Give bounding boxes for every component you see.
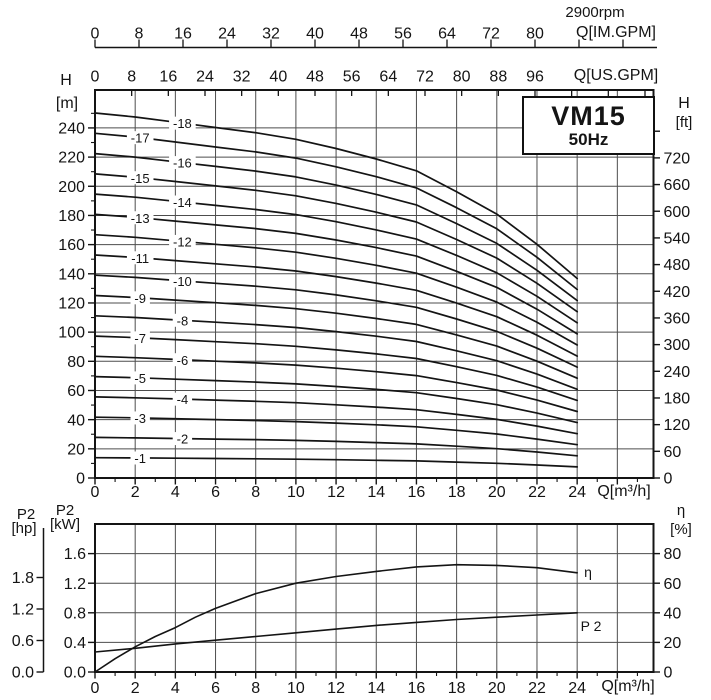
svg-text:4: 4 — [170, 484, 180, 502]
svg-text:16: 16 — [159, 68, 178, 86]
svg-text:40: 40 — [663, 605, 682, 623]
svg-text:14: 14 — [367, 680, 386, 698]
svg-text:0: 0 — [663, 664, 673, 682]
efficiency-curve-label: η — [584, 564, 592, 580]
head-axis-unit-ft: [ft] — [675, 114, 693, 131]
svg-text:200: 200 — [58, 178, 85, 196]
power-kw-axis-title: P2 — [55, 502, 75, 519]
svg-text:6: 6 — [211, 680, 220, 698]
power-hp-axis-title: P2 — [16, 506, 36, 523]
svg-text:0: 0 — [90, 484, 100, 502]
svg-text:24: 24 — [568, 680, 587, 698]
svg-text:80: 80 — [452, 68, 471, 86]
svg-text:56: 56 — [342, 68, 361, 86]
svg-text:8: 8 — [134, 25, 144, 43]
svg-text:120: 120 — [663, 417, 691, 435]
svg-text:8: 8 — [127, 68, 137, 86]
us-gpm-axis-label: Q[US.GPM] — [573, 67, 659, 84]
power-curve-label: P 2 — [580, 618, 602, 634]
svg-text:420: 420 — [663, 283, 691, 301]
svg-text:12: 12 — [327, 484, 345, 502]
svg-text:-16: -16 — [172, 155, 192, 171]
svg-text:1.6: 1.6 — [63, 546, 86, 564]
svg-text:-4: -4 — [176, 392, 189, 408]
svg-text:-14: -14 — [172, 195, 192, 211]
svg-text:12: 12 — [327, 680, 345, 698]
svg-text:80: 80 — [663, 546, 682, 564]
svg-text:0: 0 — [90, 25, 100, 43]
svg-text:100: 100 — [58, 324, 85, 342]
svg-text:16: 16 — [174, 25, 192, 43]
svg-text:180: 180 — [58, 208, 85, 226]
power-hp-axis-unit: [hp] — [11, 520, 37, 537]
svg-text:56: 56 — [394, 25, 412, 43]
svg-text:0.6: 0.6 — [11, 633, 34, 651]
svg-text:8: 8 — [251, 680, 261, 698]
svg-text:48: 48 — [350, 25, 368, 43]
svg-text:2: 2 — [130, 484, 140, 502]
svg-text:0.0: 0.0 — [63, 664, 86, 682]
svg-text:18: 18 — [447, 680, 466, 698]
flow-axis-unit-bottom: Q[m³/h] — [601, 678, 655, 695]
head-axis-unit-m: [m] — [55, 95, 79, 112]
svg-text:80: 80 — [526, 25, 544, 43]
svg-text:-13: -13 — [130, 210, 150, 226]
svg-text:14: 14 — [367, 484, 386, 502]
head-axis-title: H — [60, 72, 72, 89]
svg-text:-3: -3 — [134, 410, 146, 426]
svg-text:24: 24 — [218, 25, 236, 43]
svg-text:240: 240 — [663, 363, 691, 381]
svg-text:360: 360 — [663, 310, 691, 328]
svg-text:540: 540 — [663, 230, 691, 248]
svg-text:20: 20 — [487, 484, 506, 502]
svg-text:0.0: 0.0 — [11, 664, 34, 682]
svg-text:160: 160 — [58, 237, 85, 255]
svg-text:64: 64 — [438, 25, 456, 43]
head-axis-title-right: H — [678, 95, 690, 112]
efficiency-axis-title: η — [676, 502, 686, 519]
svg-text:88: 88 — [489, 68, 508, 86]
svg-text:32: 32 — [232, 68, 251, 86]
svg-text:64: 64 — [379, 68, 398, 86]
svg-text:600: 600 — [663, 203, 691, 221]
svg-text:-17: -17 — [130, 130, 150, 146]
svg-text:140: 140 — [58, 266, 85, 284]
svg-text:0: 0 — [663, 470, 673, 488]
svg-text:60: 60 — [663, 443, 682, 461]
svg-text:-12: -12 — [172, 234, 192, 250]
svg-text:0.4: 0.4 — [63, 635, 86, 652]
svg-text:16: 16 — [407, 484, 426, 502]
svg-text:16: 16 — [407, 680, 426, 698]
svg-text:220: 220 — [58, 149, 85, 167]
svg-text:180: 180 — [663, 390, 691, 408]
svg-text:22: 22 — [528, 484, 546, 502]
svg-text:10: 10 — [287, 484, 305, 502]
svg-text:-7: -7 — [134, 330, 146, 346]
svg-text:32: 32 — [262, 25, 280, 43]
svg-text:-10: -10 — [172, 273, 192, 289]
svg-text:8: 8 — [251, 484, 261, 502]
svg-text:72: 72 — [416, 68, 434, 86]
svg-text:10: 10 — [287, 680, 305, 698]
svg-text:-9: -9 — [134, 290, 146, 306]
svg-text:240: 240 — [58, 120, 85, 138]
svg-text:0: 0 — [90, 680, 100, 698]
svg-text:1.2: 1.2 — [11, 601, 34, 619]
svg-text:72: 72 — [482, 25, 500, 43]
flow-axis-unit-top: Q[m³/h] — [597, 483, 651, 500]
rpm-label: 2900rpm — [565, 4, 625, 21]
svg-text:40: 40 — [67, 412, 85, 430]
svg-text:0.8: 0.8 — [63, 605, 86, 623]
svg-text:0: 0 — [90, 68, 100, 86]
power-kw-axis-unit: [kW] — [50, 516, 80, 533]
svg-text:2: 2 — [130, 680, 140, 698]
svg-text:96: 96 — [526, 68, 544, 86]
svg-text:-2: -2 — [176, 431, 189, 447]
model-title-box — [522, 96, 655, 155]
pump-model: VM15 — [551, 101, 626, 131]
svg-text:300: 300 — [663, 337, 691, 355]
svg-text:80: 80 — [67, 353, 85, 371]
svg-text:0: 0 — [76, 470, 85, 488]
svg-text:480: 480 — [663, 257, 691, 275]
svg-text:22: 22 — [528, 680, 546, 698]
svg-text:660: 660 — [663, 177, 691, 195]
svg-text:120: 120 — [58, 295, 85, 313]
svg-text:60: 60 — [67, 383, 85, 401]
svg-text:4: 4 — [170, 680, 180, 698]
svg-text:24: 24 — [568, 484, 587, 502]
frequency: 50Hz — [568, 130, 609, 149]
svg-text:-15: -15 — [130, 170, 150, 186]
svg-text:-18: -18 — [172, 116, 192, 132]
svg-text:-11: -11 — [131, 250, 150, 266]
svg-text:-5: -5 — [134, 370, 146, 386]
svg-text:60: 60 — [663, 575, 682, 593]
svg-text:20: 20 — [487, 680, 506, 698]
svg-text:18: 18 — [447, 484, 466, 502]
svg-text:-6: -6 — [176, 352, 189, 368]
svg-text:1.2: 1.2 — [63, 575, 86, 593]
imperial-gpm-axis-label: Q[IM.GPM] — [576, 24, 656, 41]
svg-text:-8: -8 — [176, 313, 189, 329]
efficiency-axis-unit: [%] — [670, 521, 692, 538]
svg-text:-1: -1 — [134, 451, 146, 467]
svg-text:40: 40 — [269, 68, 288, 86]
svg-text:6: 6 — [211, 484, 220, 502]
svg-text:20: 20 — [663, 635, 682, 652]
svg-text:1.8: 1.8 — [11, 570, 34, 588]
svg-text:48: 48 — [306, 68, 324, 86]
svg-text:40: 40 — [306, 25, 324, 43]
svg-text:720: 720 — [663, 150, 691, 168]
svg-text:24: 24 — [196, 68, 214, 86]
svg-text:20: 20 — [67, 441, 85, 459]
